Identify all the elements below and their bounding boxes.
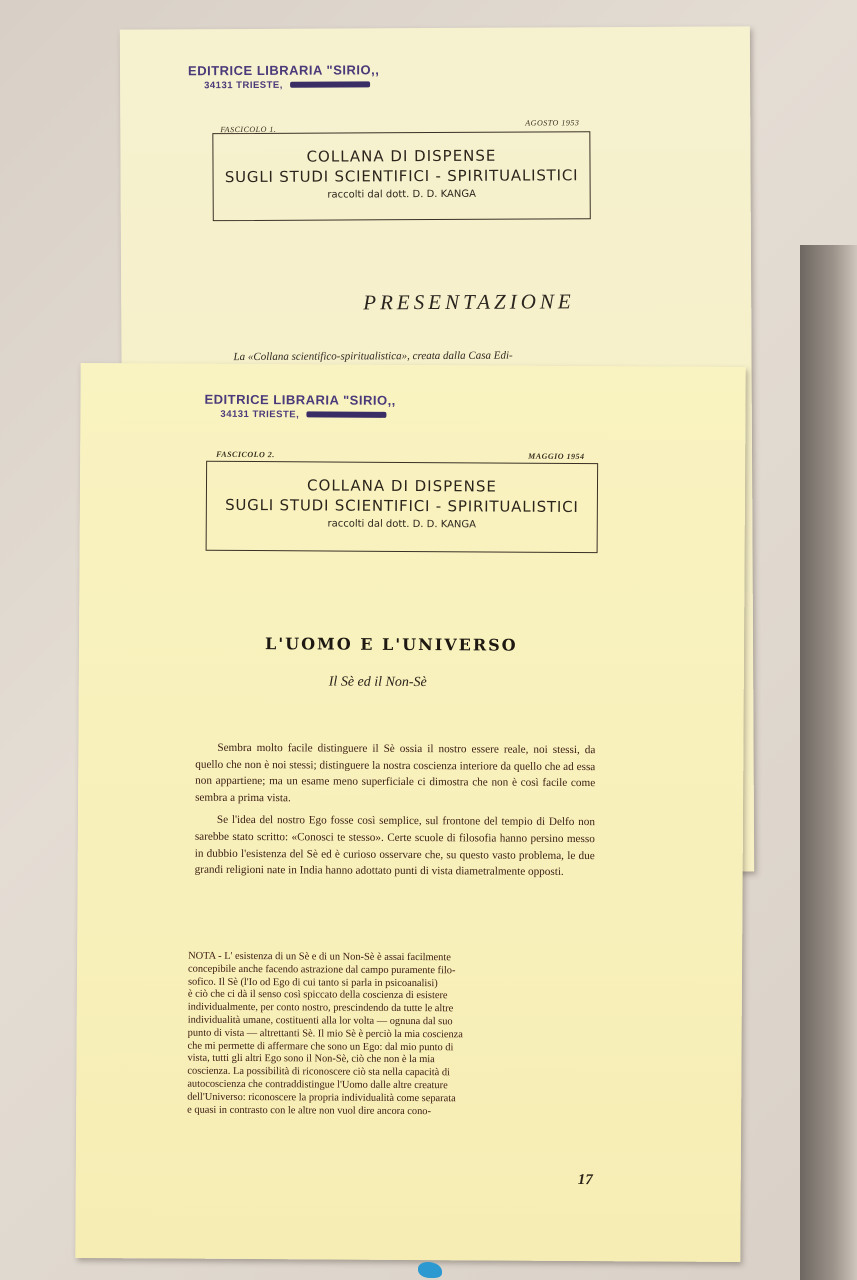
series-editor: raccolti dal dott. D. D. KANGA — [327, 518, 477, 531]
footnote-line: e quasi in contrasto con le altre non vuol dire ancora cono- — [187, 1104, 432, 1117]
page-number: 17 — [577, 1172, 593, 1189]
issue-date: MAGGIO 1954 — [528, 451, 585, 462]
article-body — [195, 740, 596, 887]
series-editor: raccolti dal dott. D. D. KANGA — [327, 188, 476, 201]
series-title-line2: SUGLI STUDI SCIENTIFICI - SPIRITUALISTICI — [224, 166, 579, 187]
fascicolo-label: FASCICOLO 1. — [220, 124, 277, 135]
publisher-stamp — [188, 62, 379, 91]
footnote-line: punto di vista — altrettanti Sè. Il mio Sè è perciò la mia coscienza — [187, 1027, 463, 1041]
intro-text: La «Collana scientifico-spiritualistica», creata dalla Casa Edi- — [233, 349, 513, 364]
booklet-fascicolo-2 — [75, 363, 745, 1262]
series-title-box — [212, 131, 590, 221]
footnote — [187, 951, 598, 1120]
stamp-publisher-name: EDITRICE LIBRARIA "SIRIO,, — [187, 62, 380, 79]
footnote-line: sofico. Il Sè (l'Io od Ego di cui tanto si parla in psicoanalisi) — [187, 976, 438, 989]
stamp-city: 34131 TRIESTE, — [204, 79, 283, 92]
footnote-line: individualmente, per conto nostro, prescindendo da tutte le altre — [187, 1001, 454, 1015]
series-title-box — [206, 461, 599, 553]
publisher-stamp — [204, 392, 395, 421]
stamp-redaction — [306, 412, 386, 418]
series-title-line2: SUGLI STUDI SCIENTIFICI - SPIRITUALISTICI — [225, 495, 579, 517]
footnote-line: coscienza. La possibilità di riconoscere ciò sta nella capacità di — [187, 1065, 450, 1079]
blue-spot — [418, 1262, 442, 1278]
issue-date: AGOSTO 1953 — [525, 118, 580, 128]
stamp-address — [220, 409, 395, 421]
stamp-address — [204, 79, 379, 91]
footnote-line: autocoscienza che contraddistingue l'Uomo dalle altre creature — [187, 1078, 448, 1092]
article-subtitle: Il Sè ed il Non-Sè — [328, 674, 427, 691]
stamp-publisher-name: EDITRICE LIBRARIA "SIRIO,, — [204, 391, 396, 408]
footnote-line: che mi permette di affermare che sono un Ego: dal mio punto di — [187, 1040, 454, 1053]
footnote-line: concepibile anche facendo astrazione dal campo puramente filo- — [188, 963, 456, 977]
footnote-line: individualità umane, costituenti alla lor volta — ognuna dal suo — [187, 1014, 453, 1028]
section-heading: PRESENTAZIONE — [363, 289, 575, 315]
article-title: L'UOMO E L'UNIVERSO — [264, 634, 518, 655]
paragraph-2: Se l'idea del nostro Ego fosse così semplice, sul frontone del tempio di Delfo non sarebbe stato scritto: «Conosci te stesso». Certe scuole di filosofia hanno persino messo in dubbio l'esistenza del Sè ed è curioso osservare che, su questo vasto problema, le due grandi religioni nate in India hanno adottato punti di vista diametralmente opposti. — [194, 814, 595, 879]
stamp-city: 34131 TRIESTE, — [220, 408, 300, 421]
footnote-line: è ciò che ci dà il senso così spiccato della coscienza di esistere — [187, 989, 448, 1002]
table-shadow — [800, 245, 857, 1280]
series-title-line1: COLLANA DI DISPENSE — [306, 146, 497, 166]
paragraph-1: Sembra molto facile distinguere il Sè ossia il nostro essere reale, noi stessi, da quello che non è noi stessi; distinguere la nostra coscienza interiore da quello che ad essa non appartiene; ma un esame meno superficiale ci dimostra che non è così facile come sembra a prima vista. — [195, 741, 596, 805]
footnote-line: NOTA - L' esistenza di un Sè e di un Non-Sè è assai facilmente — [188, 950, 451, 964]
footnote-line: dell'Universo: riconoscere la propria individualità come separata — [187, 1091, 456, 1105]
stamp-redaction — [290, 82, 370, 88]
footnote-line: vista, tutti gli altri Ego sono il Non-Sè, ciò che non è la mia — [187, 1053, 435, 1066]
series-title-line1: COLLANA DI DISPENSE — [307, 476, 497, 496]
fascicolo-label: FASCICOLO 2. — [216, 449, 275, 460]
